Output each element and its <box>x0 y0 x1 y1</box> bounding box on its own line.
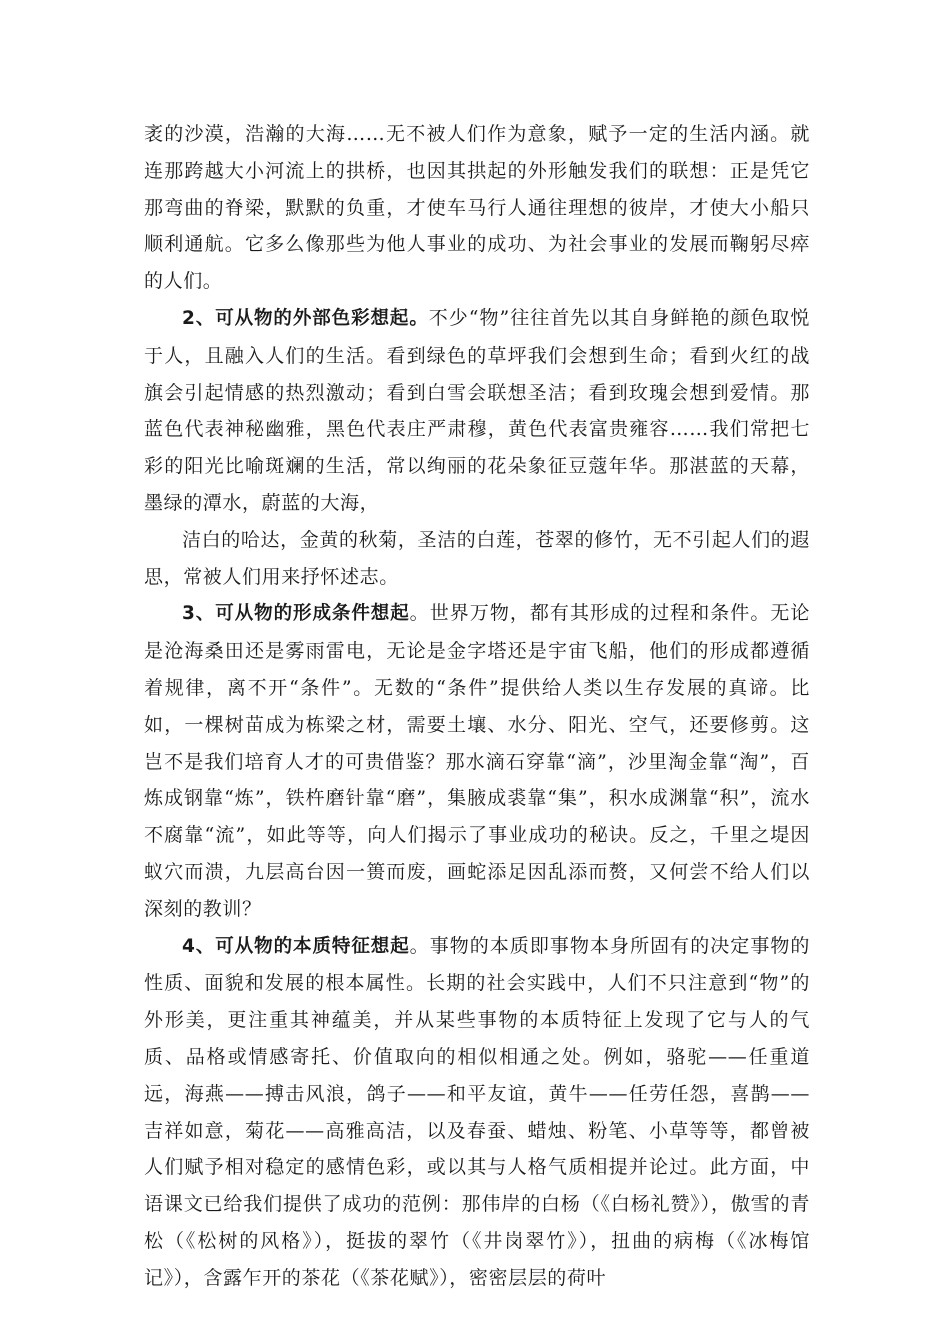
section-heading-essence: 4、可从物的本质特征想起 <box>182 935 410 957</box>
section-heading-conditions: 3、可从物的形成条件想起 <box>182 603 410 625</box>
paragraph-text: 。世界万物，都有其形成的过程和条件。无论是沧海桑田还是雾雨雷电，无论是金字塔还是宇宙飞船，他们的形成都遵循着规律，离不开“条件”。无数的“条件”提供给人类以生存发展的真谛。比如，一棵树苗成为栋梁之材，需要土壤、水分、阳光、空气，还要修剪。这岂不是我们培育人才的可贵借鉴？那水滴石穿靠“滴”，沙里淘金靠“淘”，百炼成钢靠“炼”，铁杵磨针靠“磨”，集腋成裘靠“集”，积水成渊靠“积”，流水不腐靠“流”，如此等等，向人们揭示了事业成功的秘诀。反之，千里之堤因蚁穴而溃，九层高台因一篑而废，画蛇添足因乱添而赘，又何尝不给人们以深刻的教训？ <box>144 602 810 920</box>
paragraph-color <box>144 300 810 522</box>
paragraph-color-cont <box>144 522 810 596</box>
paragraph-text: 洁白的哈达，金黄的秋菊，圣洁的白莲，苍翠的修竹，无不引起人们的遐思，常被人们用来抒怀述志。 <box>144 528 810 588</box>
paragraph-essence <box>144 928 810 1297</box>
paragraph-text: 袤的沙漠，浩瀚的大海……无不被人们作为意象，赋予一定的生活内涵。就连那跨越大小河流上的拱桥，也因其拱起的外形触发我们的联想：正是凭它那弯曲的脊梁，默默的负重，才使车马行人通往理想的彼岸，才使大小船只顺利通航。它多么像那些为他人事业的成功、为社会事业的发展而鞠躬尽瘁的人们。 <box>144 123 810 293</box>
paragraph-text: 。事物的本质即事物本身所固有的决定事物的性质、面貌和发展的根本属性。长期的社会实践中，人们不只注意到“物”的外形美，更注重其神蕴美，并从某些事物的本质特征上发现了它与人的气质、品格或情感寄托、价值取向的相似相通之处。例如，骆驼——任重道远，海燕——搏击风浪，鸽子——和平友谊，黄牛——任劳任怨，喜鹊——吉祥如意，菊花——高雅高洁，以及春蚕、蜡烛、粉笔、小草等等，都曾被人们赋予相对稳定的感情色彩，或以其与人格气质相提并论过。此方面，中语课文已给我们提供了成功的范例：那伟岸的白杨（《白杨礼赞》），傲雪的青松（《松树的风格》），挺拔的翠竹（《井岗翠竹》），扭曲的病梅（《冰梅馆记》），含露乍开的茶花（《茶花赋》），密密层层的荷叶 <box>144 934 810 1289</box>
paragraph-conditions <box>144 595 810 927</box>
section-heading-color: 2、可从物的外部色彩想起。 <box>182 307 429 329</box>
paragraph-continuation <box>144 116 810 300</box>
paragraph-text: 不少“物”往往首先以其自身鲜艳的颜色取悦于人，且融入人们的生活。看到绿色的草坪我们会想到生命；看到火红的战旗会引起情感的热烈激动；看到白雪会联想圣洁；看到玫瑰会想到爱情。那蓝色代表神秘幽雅，黑色代表庄严肃穆，黄色代表富贵雍容……我们常把七彩的阳光比喻斑斓的生活，常以绚丽的花朵象征豆蔻年华。那湛蓝的天幕，墨绿的潭水，蔚蓝的大海， <box>144 306 810 514</box>
article-body <box>144 116 810 1297</box>
